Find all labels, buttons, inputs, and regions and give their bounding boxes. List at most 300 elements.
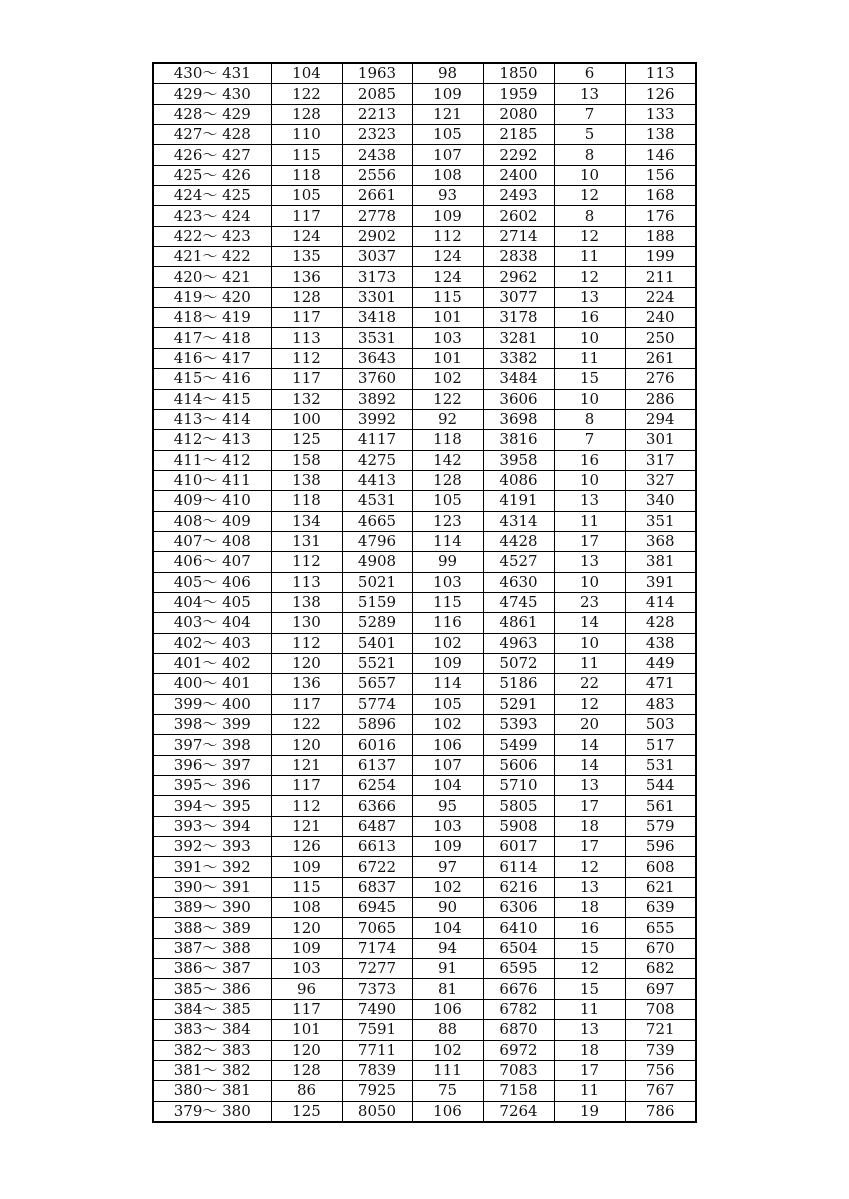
cumulative-count-c-cell: 438 xyxy=(625,633,696,653)
table-row xyxy=(153,877,696,897)
count-b-cell: 102 xyxy=(412,1040,483,1060)
cumulative-count-cell: 2661 xyxy=(342,186,412,206)
cumulative-count-c-cell: 391 xyxy=(625,572,696,592)
cumulative-count-b-cell: 6114 xyxy=(483,857,554,877)
score-range-cell: 428～ 429 xyxy=(153,104,271,124)
count-cell: 136 xyxy=(271,674,342,694)
cumulative-count-b-cell: 4191 xyxy=(483,491,554,511)
cumulative-count-b-cell: 4527 xyxy=(483,552,554,572)
score-range-cell: 415～ 416 xyxy=(153,369,271,389)
cumulative-count-b-cell: 5186 xyxy=(483,674,554,694)
count-cell: 136 xyxy=(271,267,342,287)
count-c-cell: 15 xyxy=(554,938,625,958)
count-cell: 113 xyxy=(271,572,342,592)
cumulative-count-c-cell: 531 xyxy=(625,755,696,775)
table-row xyxy=(153,613,696,633)
score-range-cell: 422～ 423 xyxy=(153,226,271,246)
count-cell: 103 xyxy=(271,959,342,979)
score-range-cell: 381～ 382 xyxy=(153,1060,271,1080)
cumulative-count-c-cell: 199 xyxy=(625,247,696,267)
cumulative-count-b-cell: 3816 xyxy=(483,430,554,450)
cumulative-count-cell: 7711 xyxy=(342,1040,412,1060)
table-row xyxy=(153,125,696,145)
count-cell: 110 xyxy=(271,125,342,145)
count-b-cell: 106 xyxy=(412,1101,483,1122)
count-cell: 120 xyxy=(271,918,342,938)
cumulative-count-c-cell: 739 xyxy=(625,1040,696,1060)
cumulative-count-c-cell: 156 xyxy=(625,165,696,185)
count-cell: 122 xyxy=(271,84,342,104)
score-range-cell: 383～ 384 xyxy=(153,1020,271,1040)
count-c-cell: 13 xyxy=(554,84,625,104)
cumulative-count-b-cell: 5710 xyxy=(483,776,554,796)
cumulative-count-b-cell: 4745 xyxy=(483,592,554,612)
cumulative-count-c-cell: 240 xyxy=(625,308,696,328)
score-range-cell: 419～ 420 xyxy=(153,287,271,307)
count-b-cell: 103 xyxy=(412,572,483,592)
cumulative-count-cell: 7174 xyxy=(342,938,412,958)
cumulative-count-b-cell: 6216 xyxy=(483,877,554,897)
cumulative-count-cell: 3892 xyxy=(342,389,412,409)
count-cell: 125 xyxy=(271,1101,342,1122)
cumulative-count-b-cell: 5606 xyxy=(483,755,554,775)
table-row xyxy=(153,430,696,450)
score-range-cell: 391～ 392 xyxy=(153,857,271,877)
count-c-cell: 14 xyxy=(554,735,625,755)
cumulative-count-b-cell: 4630 xyxy=(483,572,554,592)
cumulative-count-b-cell: 4314 xyxy=(483,511,554,531)
count-b-cell: 121 xyxy=(412,104,483,124)
count-b-cell: 88 xyxy=(412,1020,483,1040)
cumulative-count-c-cell: 655 xyxy=(625,918,696,938)
score-range-cell: 430～ 431 xyxy=(153,63,271,84)
score-range-cell: 405～ 406 xyxy=(153,572,271,592)
table-row xyxy=(153,653,696,673)
cumulative-count-b-cell: 6676 xyxy=(483,979,554,999)
count-b-cell: 105 xyxy=(412,694,483,714)
count-b-cell: 103 xyxy=(412,328,483,348)
count-b-cell: 104 xyxy=(412,918,483,938)
count-c-cell: 23 xyxy=(554,592,625,612)
table-row xyxy=(153,63,696,84)
cumulative-count-c-cell: 188 xyxy=(625,226,696,246)
table-row xyxy=(153,776,696,796)
count-b-cell: 112 xyxy=(412,226,483,246)
cumulative-count-c-cell: 301 xyxy=(625,430,696,450)
score-range-cell: 410～ 411 xyxy=(153,470,271,490)
table-row xyxy=(153,104,696,124)
count-b-cell: 105 xyxy=(412,125,483,145)
count-cell: 134 xyxy=(271,511,342,531)
count-b-cell: 109 xyxy=(412,84,483,104)
score-range-cell: 417～ 418 xyxy=(153,328,271,348)
score-range-cell: 404～ 405 xyxy=(153,592,271,612)
count-c-cell: 19 xyxy=(554,1101,625,1122)
table-row xyxy=(153,959,696,979)
cumulative-count-cell: 7490 xyxy=(342,999,412,1019)
table-row xyxy=(153,247,696,267)
table-row xyxy=(153,592,696,612)
count-cell: 113 xyxy=(271,328,342,348)
cumulative-count-b-cell: 4086 xyxy=(483,470,554,490)
cumulative-count-b-cell: 4861 xyxy=(483,613,554,633)
count-c-cell: 11 xyxy=(554,511,625,531)
cumulative-count-b-cell: 3178 xyxy=(483,308,554,328)
count-cell: 138 xyxy=(271,470,342,490)
cumulative-count-b-cell: 3484 xyxy=(483,369,554,389)
count-c-cell: 12 xyxy=(554,186,625,206)
score-range-cell: 408～ 409 xyxy=(153,511,271,531)
count-c-cell: 14 xyxy=(554,755,625,775)
count-c-cell: 8 xyxy=(554,145,625,165)
cumulative-count-b-cell: 2080 xyxy=(483,104,554,124)
cumulative-count-cell: 2323 xyxy=(342,125,412,145)
count-cell: 112 xyxy=(271,552,342,572)
cumulative-count-cell: 3643 xyxy=(342,348,412,368)
cumulative-count-b-cell: 5499 xyxy=(483,735,554,755)
table-row xyxy=(153,918,696,938)
count-b-cell: 102 xyxy=(412,877,483,897)
count-cell: 115 xyxy=(271,877,342,897)
cumulative-count-cell: 5657 xyxy=(342,674,412,694)
cumulative-count-cell: 3531 xyxy=(342,328,412,348)
cumulative-count-c-cell: 113 xyxy=(625,63,696,84)
cumulative-count-cell: 7065 xyxy=(342,918,412,938)
cumulative-count-c-cell: 276 xyxy=(625,369,696,389)
table-row xyxy=(153,796,696,816)
count-c-cell: 12 xyxy=(554,694,625,714)
score-range-cell: 413～ 414 xyxy=(153,409,271,429)
score-range-cell: 407～ 408 xyxy=(153,531,271,551)
count-c-cell: 11 xyxy=(554,653,625,673)
score-range-cell: 426～ 427 xyxy=(153,145,271,165)
count-cell: 118 xyxy=(271,165,342,185)
cumulative-count-c-cell: 708 xyxy=(625,999,696,1019)
score-range-cell: 387～ 388 xyxy=(153,938,271,958)
count-cell: 86 xyxy=(271,1081,342,1101)
table-row xyxy=(153,898,696,918)
table-row xyxy=(153,328,696,348)
count-cell: 132 xyxy=(271,389,342,409)
count-b-cell: 109 xyxy=(412,653,483,673)
count-cell: 112 xyxy=(271,796,342,816)
count-b-cell: 106 xyxy=(412,999,483,1019)
count-cell: 128 xyxy=(271,287,342,307)
table-row xyxy=(153,857,696,877)
score-range-cell: 396～ 397 xyxy=(153,755,271,775)
count-cell: 131 xyxy=(271,531,342,551)
cumulative-count-b-cell: 3958 xyxy=(483,450,554,470)
count-cell: 122 xyxy=(271,715,342,735)
count-c-cell: 10 xyxy=(554,633,625,653)
cumulative-count-cell: 3418 xyxy=(342,308,412,328)
count-c-cell: 11 xyxy=(554,1081,625,1101)
count-cell: 121 xyxy=(271,755,342,775)
cumulative-count-cell: 5401 xyxy=(342,633,412,653)
score-range-cell: 409～ 410 xyxy=(153,491,271,511)
cumulative-count-b-cell: 2602 xyxy=(483,206,554,226)
count-c-cell: 20 xyxy=(554,715,625,735)
table-row xyxy=(153,837,696,857)
count-c-cell: 10 xyxy=(554,572,625,592)
cumulative-count-b-cell: 3077 xyxy=(483,287,554,307)
table-row xyxy=(153,531,696,551)
cumulative-count-cell: 4275 xyxy=(342,450,412,470)
cumulative-count-c-cell: 250 xyxy=(625,328,696,348)
count-c-cell: 13 xyxy=(554,552,625,572)
cumulative-count-c-cell: 517 xyxy=(625,735,696,755)
count-cell: 120 xyxy=(271,1040,342,1060)
table-row xyxy=(153,84,696,104)
count-cell: 104 xyxy=(271,63,342,84)
cumulative-count-b-cell: 6782 xyxy=(483,999,554,1019)
table-row xyxy=(153,735,696,755)
count-cell: 112 xyxy=(271,348,342,368)
cumulative-count-b-cell: 3698 xyxy=(483,409,554,429)
count-c-cell: 14 xyxy=(554,613,625,633)
score-range-cell: 420～ 421 xyxy=(153,267,271,287)
count-b-cell: 124 xyxy=(412,267,483,287)
cumulative-count-cell: 3992 xyxy=(342,409,412,429)
table-row xyxy=(153,1101,696,1122)
count-c-cell: 12 xyxy=(554,857,625,877)
table-row xyxy=(153,938,696,958)
count-c-cell: 12 xyxy=(554,267,625,287)
cumulative-count-b-cell: 4428 xyxy=(483,531,554,551)
cumulative-count-c-cell: 596 xyxy=(625,837,696,857)
count-c-cell: 10 xyxy=(554,165,625,185)
score-range-cell: 386～ 387 xyxy=(153,959,271,979)
score-range-cell: 379～ 380 xyxy=(153,1101,271,1122)
count-b-cell: 108 xyxy=(412,165,483,185)
score-range-cell: 397～ 398 xyxy=(153,735,271,755)
cumulative-count-cell: 6254 xyxy=(342,776,412,796)
count-c-cell: 16 xyxy=(554,450,625,470)
count-c-cell: 17 xyxy=(554,531,625,551)
count-c-cell: 11 xyxy=(554,999,625,1019)
cumulative-count-b-cell: 2714 xyxy=(483,226,554,246)
cumulative-count-cell: 6487 xyxy=(342,816,412,836)
cumulative-count-c-cell: 126 xyxy=(625,84,696,104)
cumulative-count-cell: 1963 xyxy=(342,63,412,84)
count-cell: 117 xyxy=(271,206,342,226)
cumulative-count-c-cell: 786 xyxy=(625,1101,696,1122)
count-b-cell: 93 xyxy=(412,186,483,206)
cumulative-count-b-cell: 2838 xyxy=(483,247,554,267)
count-c-cell: 18 xyxy=(554,898,625,918)
count-c-cell: 13 xyxy=(554,491,625,511)
count-cell: 112 xyxy=(271,633,342,653)
cumulative-count-c-cell: 767 xyxy=(625,1081,696,1101)
count-b-cell: 98 xyxy=(412,63,483,84)
table-row xyxy=(153,816,696,836)
cumulative-count-b-cell: 2185 xyxy=(483,125,554,145)
table-row xyxy=(153,1020,696,1040)
table-row xyxy=(153,715,696,735)
cumulative-count-b-cell: 2962 xyxy=(483,267,554,287)
table-row xyxy=(153,491,696,511)
count-c-cell: 18 xyxy=(554,1040,625,1060)
cumulative-count-cell: 5774 xyxy=(342,694,412,714)
score-range-cell: 416～ 417 xyxy=(153,348,271,368)
cumulative-count-cell: 5289 xyxy=(342,613,412,633)
cumulative-count-b-cell: 5291 xyxy=(483,694,554,714)
cumulative-count-cell: 6016 xyxy=(342,735,412,755)
count-b-cell: 92 xyxy=(412,409,483,429)
cumulative-count-cell: 4908 xyxy=(342,552,412,572)
count-c-cell: 15 xyxy=(554,979,625,999)
count-b-cell: 90 xyxy=(412,898,483,918)
count-c-cell: 11 xyxy=(554,247,625,267)
score-range-cell: 380～ 381 xyxy=(153,1081,271,1101)
table-row xyxy=(153,165,696,185)
table-row xyxy=(153,674,696,694)
count-b-cell: 116 xyxy=(412,613,483,633)
cumulative-count-cell: 7839 xyxy=(342,1060,412,1080)
cumulative-count-c-cell: 483 xyxy=(625,694,696,714)
score-range-cell: 384～ 385 xyxy=(153,999,271,1019)
cumulative-count-c-cell: 138 xyxy=(625,125,696,145)
count-c-cell: 22 xyxy=(554,674,625,694)
cumulative-count-cell: 2778 xyxy=(342,206,412,226)
table-row xyxy=(153,1081,696,1101)
count-c-cell: 17 xyxy=(554,1060,625,1080)
cumulative-count-cell: 4665 xyxy=(342,511,412,531)
cumulative-count-cell: 7277 xyxy=(342,959,412,979)
cumulative-count-cell: 6837 xyxy=(342,877,412,897)
cumulative-count-cell: 4796 xyxy=(342,531,412,551)
count-cell: 125 xyxy=(271,430,342,450)
count-c-cell: 17 xyxy=(554,837,625,857)
cumulative-count-c-cell: 224 xyxy=(625,287,696,307)
cumulative-count-cell: 6945 xyxy=(342,898,412,918)
count-b-cell: 118 xyxy=(412,430,483,450)
count-cell: 115 xyxy=(271,145,342,165)
cumulative-count-c-cell: 697 xyxy=(625,979,696,999)
table-row xyxy=(153,145,696,165)
score-range-cell: 421～ 422 xyxy=(153,247,271,267)
count-c-cell: 10 xyxy=(554,389,625,409)
cumulative-count-c-cell: 756 xyxy=(625,1060,696,1080)
cumulative-count-c-cell: 351 xyxy=(625,511,696,531)
score-range-cell: 412～ 413 xyxy=(153,430,271,450)
table-row xyxy=(153,267,696,287)
cumulative-count-b-cell: 6410 xyxy=(483,918,554,938)
cumulative-count-cell: 5521 xyxy=(342,653,412,673)
count-b-cell: 109 xyxy=(412,206,483,226)
table-row xyxy=(153,633,696,653)
cumulative-count-c-cell: 261 xyxy=(625,348,696,368)
score-range-cell: 390～ 391 xyxy=(153,877,271,897)
count-b-cell: 124 xyxy=(412,247,483,267)
table-row xyxy=(153,308,696,328)
score-range-cell: 399～ 400 xyxy=(153,694,271,714)
count-c-cell: 10 xyxy=(554,328,625,348)
table-row xyxy=(153,755,696,775)
count-cell: 108 xyxy=(271,898,342,918)
cumulative-count-cell: 2438 xyxy=(342,145,412,165)
score-range-cell: 395～ 396 xyxy=(153,776,271,796)
count-c-cell: 13 xyxy=(554,776,625,796)
count-b-cell: 114 xyxy=(412,674,483,694)
table-row xyxy=(153,206,696,226)
cumulative-count-b-cell: 4963 xyxy=(483,633,554,653)
count-cell: 120 xyxy=(271,653,342,673)
score-range-cell: 388～ 389 xyxy=(153,918,271,938)
table-row xyxy=(153,369,696,389)
count-b-cell: 103 xyxy=(412,816,483,836)
count-cell: 118 xyxy=(271,491,342,511)
table-row xyxy=(153,979,696,999)
cumulative-count-b-cell: 1850 xyxy=(483,63,554,84)
count-c-cell: 11 xyxy=(554,348,625,368)
cumulative-count-cell: 3760 xyxy=(342,369,412,389)
score-range-cell: 402～ 403 xyxy=(153,633,271,653)
cumulative-count-b-cell: 7264 xyxy=(483,1101,554,1122)
count-cell: 109 xyxy=(271,857,342,877)
cumulative-count-c-cell: 639 xyxy=(625,898,696,918)
cumulative-count-c-cell: 449 xyxy=(625,653,696,673)
count-b-cell: 97 xyxy=(412,857,483,877)
cumulative-count-b-cell: 6504 xyxy=(483,938,554,958)
count-cell: 126 xyxy=(271,837,342,857)
count-cell: 117 xyxy=(271,776,342,796)
cumulative-count-cell: 2556 xyxy=(342,165,412,185)
table-row xyxy=(153,409,696,429)
cumulative-count-c-cell: 471 xyxy=(625,674,696,694)
table-row xyxy=(153,694,696,714)
cumulative-count-c-cell: 146 xyxy=(625,145,696,165)
count-b-cell: 123 xyxy=(412,511,483,531)
cumulative-count-cell: 2902 xyxy=(342,226,412,246)
table-row xyxy=(153,1060,696,1080)
score-distribution-table xyxy=(152,62,697,1123)
count-c-cell: 12 xyxy=(554,959,625,979)
count-cell: 117 xyxy=(271,308,342,328)
count-c-cell: 7 xyxy=(554,104,625,124)
cumulative-count-c-cell: 176 xyxy=(625,206,696,226)
count-c-cell: 13 xyxy=(554,1020,625,1040)
cumulative-count-cell: 7925 xyxy=(342,1081,412,1101)
table-row xyxy=(153,450,696,470)
cumulative-count-cell: 6613 xyxy=(342,837,412,857)
cumulative-count-c-cell: 340 xyxy=(625,491,696,511)
cumulative-count-c-cell: 211 xyxy=(625,267,696,287)
count-c-cell: 17 xyxy=(554,796,625,816)
count-c-cell: 13 xyxy=(554,877,625,897)
cumulative-count-cell: 6137 xyxy=(342,755,412,775)
count-cell: 158 xyxy=(271,450,342,470)
count-c-cell: 8 xyxy=(554,409,625,429)
count-cell: 101 xyxy=(271,1020,342,1040)
cumulative-count-c-cell: 579 xyxy=(625,816,696,836)
count-cell: 117 xyxy=(271,369,342,389)
count-b-cell: 95 xyxy=(412,796,483,816)
cumulative-count-b-cell: 6595 xyxy=(483,959,554,979)
cumulative-count-c-cell: 621 xyxy=(625,877,696,897)
score-range-cell: 406～ 407 xyxy=(153,552,271,572)
cumulative-count-cell: 6722 xyxy=(342,857,412,877)
table-row xyxy=(153,470,696,490)
table-row xyxy=(153,552,696,572)
score-range-cell: 382～ 383 xyxy=(153,1040,271,1060)
count-b-cell: 102 xyxy=(412,633,483,653)
table-row xyxy=(153,572,696,592)
score-range-cell: 385～ 386 xyxy=(153,979,271,999)
cumulative-count-b-cell: 6017 xyxy=(483,837,554,857)
count-b-cell: 114 xyxy=(412,531,483,551)
cumulative-count-b-cell: 5072 xyxy=(483,653,554,673)
